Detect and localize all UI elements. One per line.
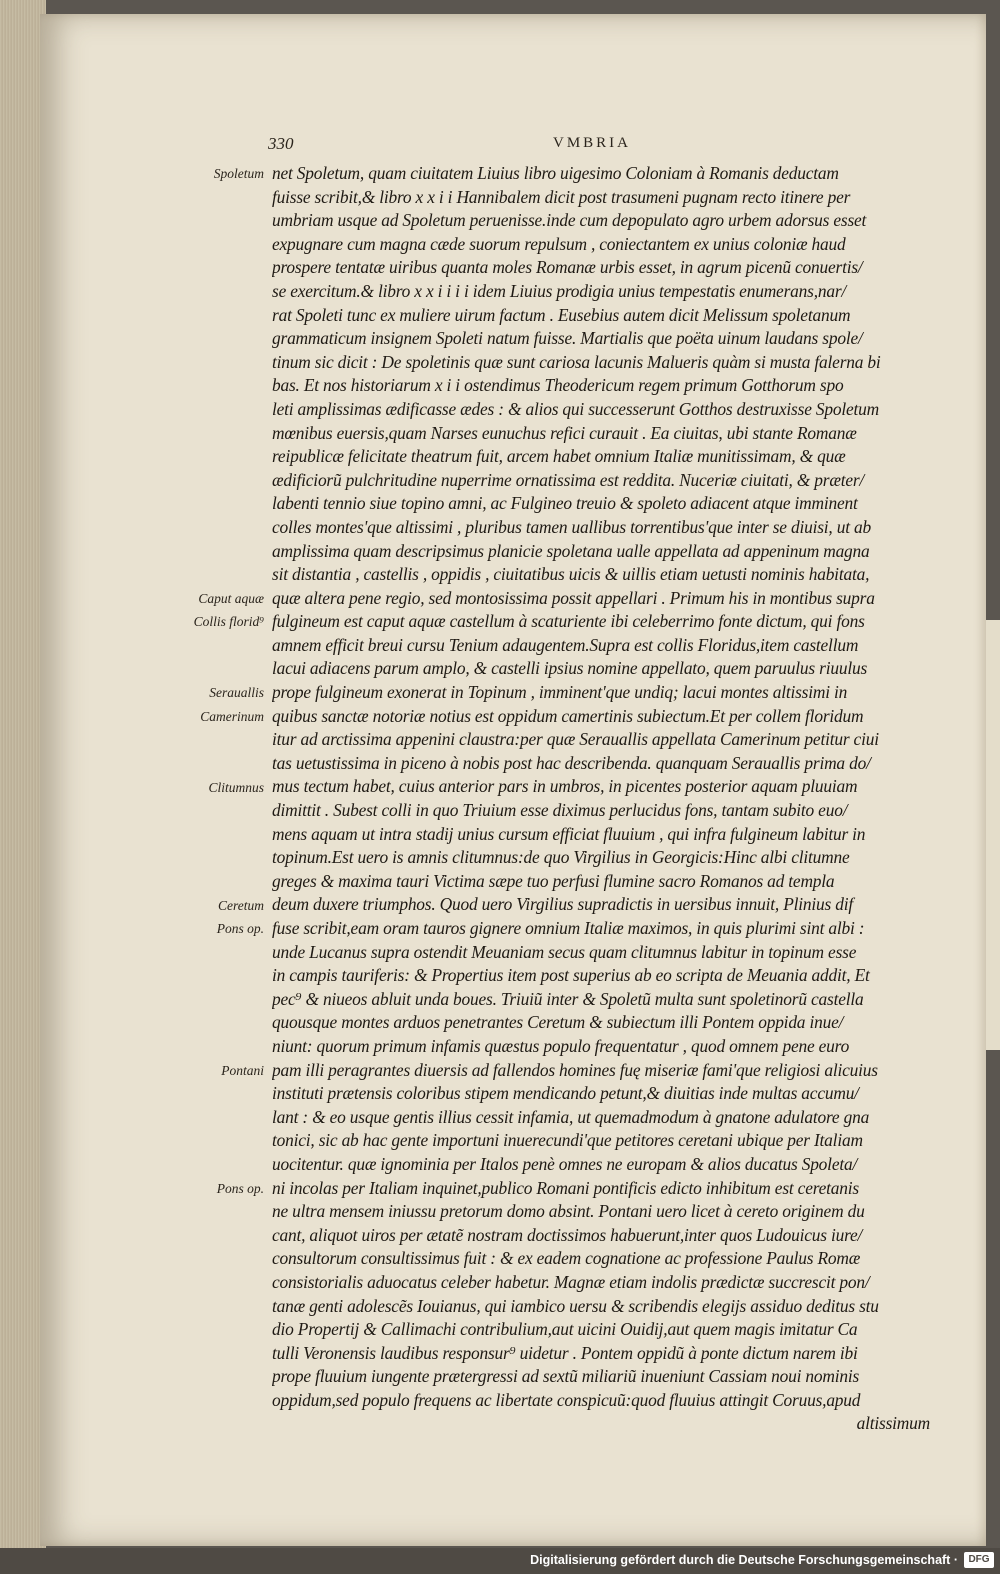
margin-note: Camerinum xyxy=(200,708,264,724)
body-text xyxy=(272,162,934,1436)
running-title: VMBRIA xyxy=(553,135,632,151)
margin-note: Serauallis xyxy=(209,685,264,701)
margin-note: Caput aquæ xyxy=(198,590,264,606)
text-line: quæ altera pene regio, sed montosissima possit appellari . Primum his in montibus supra xyxy=(272,587,875,608)
text-line: ædificiorũ pulchritudine nuperrime ornatissima est reddita. Nuceriæ ciuitati, & præter/ xyxy=(272,469,865,490)
text-line: mœnibus euersis,quam Narses eunuchus refici curauit . Ea ciuitas, ubi stante Romanæ xyxy=(272,422,857,443)
text-line: cant, aliquot uiros per ætatẽ nostram doctissimos habuerunt,inter quos Ludouicus iure/ xyxy=(272,1224,863,1245)
margin-note: Clitumnus xyxy=(208,779,264,795)
text-line: uocitentur. quæ ignominia per Italos penè omnes ne europam & alios ducatus Spoleta/ xyxy=(272,1153,858,1174)
text-line: leti amplissimas ædificasse ædes : & alios qui successerunt Gotthos destruxisse Spoletum xyxy=(272,398,879,419)
text-line: umbriam usque ad Spoletum peruenisse.inde cum depopulato agro urbem adorsus esset xyxy=(272,210,867,231)
text-line: sit distantia , castellis , oppidis , ciuitatibus uicis & uillis etiam uetusti nominis habitata, xyxy=(272,564,870,585)
page-header xyxy=(262,134,962,158)
text-line: pec⁹ & niueos abluit unda boues. Triuiũ inter & Spoletũ multa sunt spoletinorũ castella xyxy=(272,988,864,1009)
dfg-logo: DFG xyxy=(964,1552,994,1568)
text-line: colles montes'que altissimi , pluribus tamen uallibus torrentibus'que inter se diuisi, ut ab xyxy=(272,516,871,537)
text-line: deum duxere triumphos. Quod uero Virgilius supradictis in uersibus innuit, Plinius dif xyxy=(272,894,853,915)
margin-note: Pons op. xyxy=(216,921,264,937)
text-line: fulgineum est caput aquæ castellum à scaturiente ibi celeberrimo fonte dictum, qui fons xyxy=(272,611,865,632)
text-line: se exercitum.& libro x x i i i i idem Liuius prodigia unius tempestatis enumerans,nar/ xyxy=(272,280,847,301)
text-line: oppidum,sed populo frequens ac libertate conspicuũ:quod fluuius attingit Coruus,apud xyxy=(272,1389,861,1410)
text-line: reipublicæ felicitate theatrum fuit, arcem habet omnium Italiæ munitissimam, & quæ xyxy=(272,446,846,467)
text-line: tonici, sic ab hac gente importuni inuerecundi'que petitores ceretani ubique per Italiam xyxy=(272,1130,863,1151)
text-line: labenti tennio siue topino amni, ac Fulgineo treuio & spoleto adiacent atque imminent xyxy=(272,493,858,514)
text-line: instituti prætensis coloribus stipem mendicando petunt,& diuitias inde multas accumu/ xyxy=(272,1083,859,1104)
text-line: tinum sic dicit : De spoletinis quæ sunt cariosa lacunis Malueris quàm si musta falerna bi xyxy=(272,351,881,372)
text-line: greges & maxima tauri Victima sæpe tuo perfusi flumine sacro Romanos ad templa xyxy=(272,870,835,891)
text-line: ni incolas per Italiam inquinet,publico Romani pontificis edicto inhibitum est ceretanis xyxy=(272,1177,859,1198)
margin-note: Ceretum xyxy=(218,897,264,913)
text-line: dimittit . Subest colli in quo Triuium esse diximus perlucidus fons, tantam subito euo/ xyxy=(272,800,848,821)
text-line: quibus sanctæ notoriæ notius est oppidum camertinis subiectum.Et per collem floridum xyxy=(272,705,864,726)
text-line: tulli Veronensis laudibus responsur⁹ uidetur . Pontem oppidũ à ponte dictum narem ibi xyxy=(272,1342,858,1363)
text-line: prospere tentatæ uiribus quanta moles Romanæ urbis esset, in agrum picenũ conuertis/ xyxy=(272,257,863,278)
text-line: mus tectum habet, cuius anterior pars in umbros, in picentes posterior aquam pluuiam xyxy=(272,776,858,797)
text-line: tas uetustissima in piceno à nobis post hac describenda. quanquam Serauallis prima do/ xyxy=(272,752,871,773)
text-line: expugnare cum magna cæde suorum repulsum , coniectantem ex unius coloniæ haud xyxy=(272,233,846,254)
text-line: lacui adiacens parum amplo, & castelli ipsius nomine appellato, quem paruulus riuulus xyxy=(272,658,868,679)
text-line: mens aquam ut intra stadij unius cursum efficiat fluuium , qui infra fulgineum labitur in xyxy=(272,823,866,844)
footer-credit: Digitalisierung gefördert durch die Deutsche Forschungsgemeinschaft · xyxy=(530,1553,958,1567)
margin-note: Pontani xyxy=(221,1062,264,1078)
text-line: in campis tauriferis: & Propertius item post superius ab eo scripta de Meuania addit, Et xyxy=(272,965,870,986)
text-line: amnem efficit breui cursu Tenium adaugentem.Supra est collis Floridus,item castellum xyxy=(272,634,859,655)
text-line: prope fulgineum exonerat in Topinum , imminent'que undiq; lacui montes altissimi in xyxy=(272,682,848,703)
text-line: rat Spoleti tunc ex muliere uirum factum . Eusebius autem dicit Melissum spoletanum xyxy=(272,304,851,325)
text-line: dio Propertij & Callimachi contribulium,aut uicini Ouidij,aut quem magis imitatur Ca xyxy=(272,1319,858,1340)
page-number: 330 xyxy=(268,134,294,153)
text-line: fuse scribit,eam oram tauros gignere omnium Italiæ maximos, in quis plurimi sint albi : xyxy=(272,918,865,938)
text-line: net Spoletum, quam ciuitatem Liuius libro uigesimo Coloniam à Romanis deductam xyxy=(272,163,839,183)
text-line: prope fluuium iungente prætergressi ad sextũ miliariũ inueniunt Cassiam noui nominis xyxy=(272,1366,860,1387)
margin-note: Collis florid⁹ xyxy=(193,614,264,630)
text-line: altissimum xyxy=(856,1413,930,1434)
text-line: quousque montes arduos penetrantes Ceretum & subiectum illi Pontem oppida inue/ xyxy=(272,1012,844,1033)
text-line: grammaticum insignem Spoleti natum fuisse. Martialis que poëta uinum laudans spole/ xyxy=(272,328,863,349)
text-line: bas. Et nos historiarum x i i ostendimus Theodericum regem primum Gotthorum spo xyxy=(272,375,844,396)
text-line: consistorialis aduocatus celeber habetur. Magnæ etiam indolis prædictæ succrescit pon/ xyxy=(272,1271,870,1292)
text-line: amplissima quam descripsimus planicie spoletana ualle appellata ad appeninum magna xyxy=(272,540,870,561)
margin-note: Pons op. xyxy=(216,1180,264,1196)
text-line: tanæ genti adolescẽs Iouianus, qui iambico uersu & scribendis elegijs assiduo deditus stu xyxy=(272,1295,879,1316)
text-line: lant : & eo usque gentis illius cessit infamia, ut quemadmodum à gnatone adulatore gna xyxy=(272,1106,870,1127)
text-line: pam illi peragrantes diuersis ad fallendos homines fuę miseriæ fami'que religiosi alicuius xyxy=(272,1059,878,1080)
adjacent-page-strip xyxy=(986,620,1000,1050)
text-line: topinum.Est uero is amnis clitumnus:de quo Virgilius in Georgicis:Hinc albi clitumne xyxy=(272,847,850,868)
text-line: ne ultra mensem iniussu pretorum domo absint. Pontani uero licet à cereto originem du xyxy=(272,1201,865,1222)
digitization-footer xyxy=(0,1548,1000,1574)
margin-note: Spoletum xyxy=(213,166,264,181)
text-line: niunt: quorum primum infamis quæstus populo frequentatur , quod omnem pene euro xyxy=(272,1035,850,1056)
text-line: itur ad arctissima appenini claustra:per quæ Serauallis appellata Camerinum petitur ciui xyxy=(272,729,879,750)
text-line: fuisse scribit,& libro x x i i Hannibalem dicit post trasumeni pugnam recto itinere per xyxy=(272,186,851,207)
text-line: unde Lucanus supra ostendit Meuaniam secus quam clitumnus labitur in topinum esse xyxy=(272,941,857,962)
text-line: consultorum consultissimus fuit : & ex eadem cognatione ac professione Paulus Romæ xyxy=(272,1248,861,1269)
